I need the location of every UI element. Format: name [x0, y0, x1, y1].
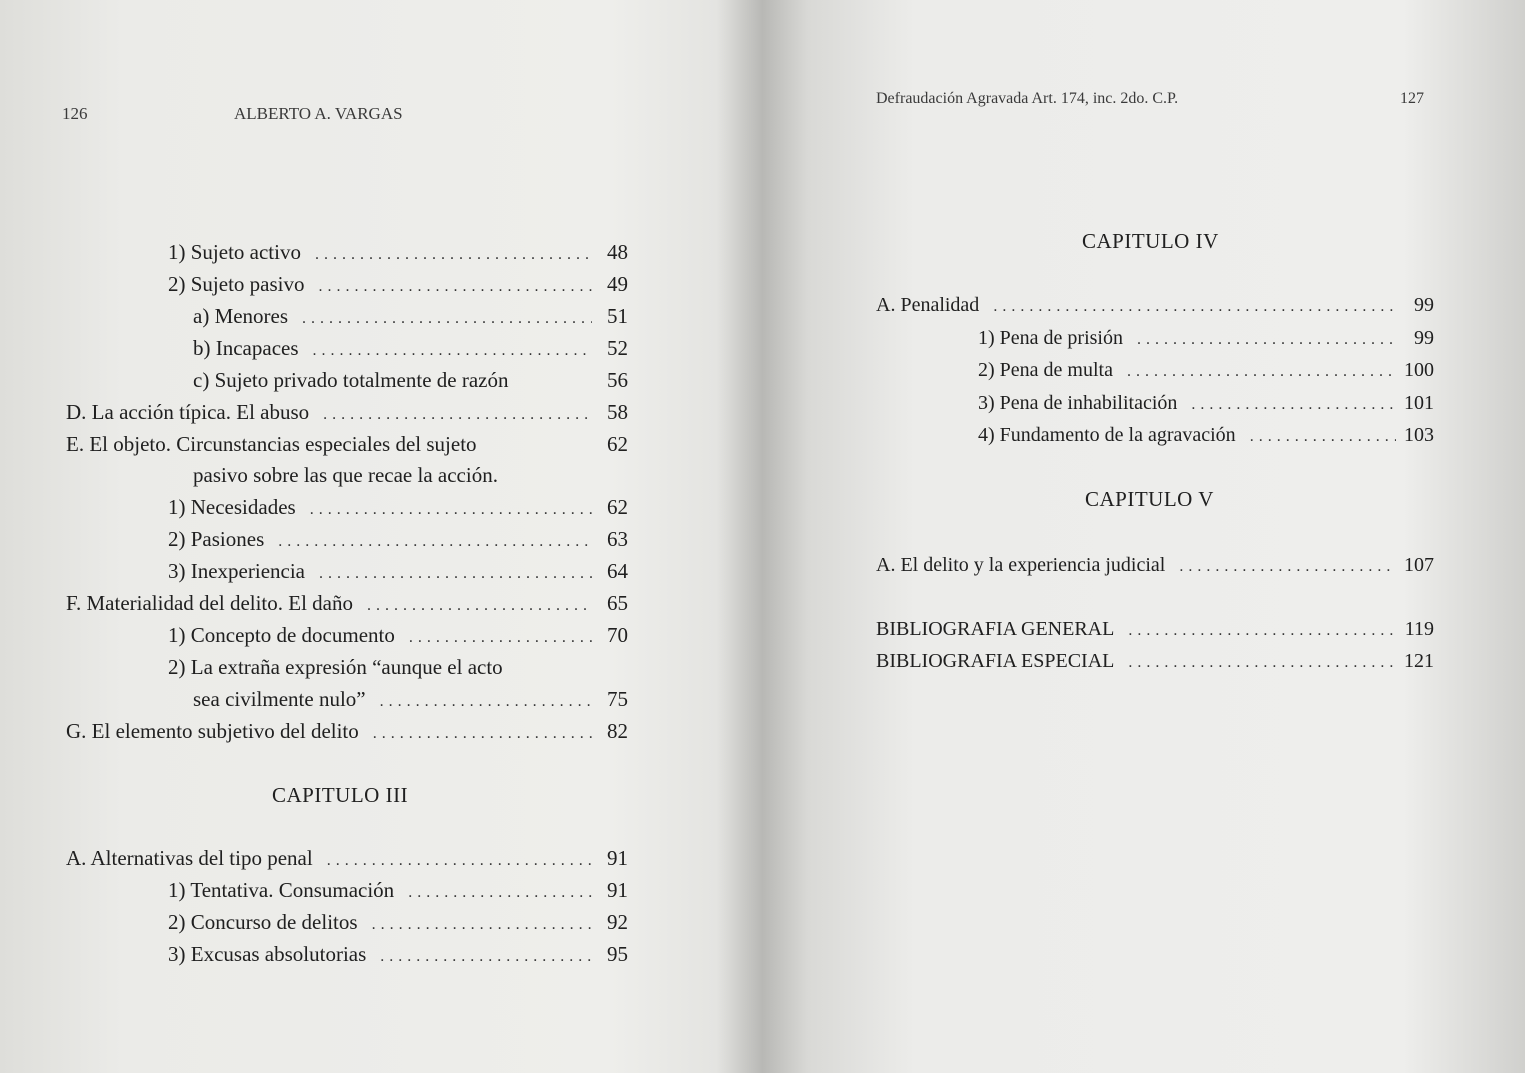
leader-dots: [993, 299, 1398, 315]
leader-dots: [327, 853, 592, 869]
toc-entry: [193, 689, 628, 710]
toc-entry-page: 64: [607, 559, 628, 583]
toc-entry-page: 91: [607, 846, 628, 870]
leader-dots: [373, 726, 592, 742]
toc-entry-continuation: pasivo sobre las que recae la acción.: [193, 463, 498, 487]
leader-dots: [1250, 429, 1396, 445]
toc-entry-page: 121: [1404, 650, 1434, 672]
toc-entry-page: 107: [1404, 554, 1434, 576]
toc-entry-page: 51: [607, 304, 628, 328]
toc-entry: [168, 561, 628, 582]
toc-entry-page: 62: [607, 495, 628, 519]
leader-dots: [380, 949, 592, 965]
toc-entry: [876, 651, 1434, 671]
leader-dots: [1137, 332, 1398, 348]
left-page: [0, 0, 762, 1073]
toc-entry-text: b) Incapaces: [193, 336, 299, 360]
toc-entry-page: 75: [607, 687, 628, 711]
leader-dots: [408, 885, 592, 901]
toc-entry-page: 101: [1404, 392, 1434, 414]
toc-entry-page: 99: [1414, 294, 1434, 316]
toc-entry: [978, 360, 1434, 380]
toc-entry-page: 58: [607, 400, 628, 424]
toc-entry-text: 2) Pena de multa: [978, 359, 1113, 381]
toc-entry-page: 63: [607, 527, 628, 551]
toc-entry-text: 3) Excusas absolutorias: [168, 942, 367, 966]
page-number-left: 126: [62, 104, 88, 123]
toc-entry-text: G. El elemento subjetivo del delito: [66, 719, 359, 743]
toc-entry-text: 2) Concurso de delitos: [168, 910, 358, 934]
toc-entry-text: c) Sujeto privado totalmente de razón: [193, 368, 509, 392]
leader-dots: [380, 694, 592, 710]
leader-dots: [302, 311, 592, 327]
leader-dots: [1128, 623, 1396, 639]
toc-entry: [66, 721, 628, 742]
toc-entry: [66, 848, 628, 869]
toc-entry-page: 56: [607, 368, 628, 392]
toc-entry-text: 1) Sujeto activo: [168, 240, 301, 264]
toc-entry-text: 2) La extraña expresión “aunque el acto: [168, 655, 503, 679]
leader-dots: [313, 343, 592, 359]
leader-dots: [1191, 397, 1396, 413]
toc-entry-page: 70: [607, 623, 628, 647]
toc-entry-page: 48: [607, 240, 628, 264]
toc-entry-page: 82: [607, 719, 628, 743]
toc-entry-page: 62: [607, 432, 628, 456]
toc-entry: [193, 370, 628, 391]
toc-entry-text: sea civilmente nulo”: [193, 687, 366, 711]
toc-entry-text: A. Alternativas del tipo penal: [66, 846, 313, 870]
toc-entry-text: D. La acción típica. El abuso: [66, 400, 310, 424]
toc-entry: [66, 593, 628, 614]
toc-entry: [978, 393, 1434, 413]
toc-entry-page: 49: [607, 272, 628, 296]
toc-entry-page: 99: [1414, 327, 1434, 349]
toc-entry-text: 4) Fundamento de la agravación: [978, 424, 1236, 446]
leader-dots: [1127, 364, 1396, 380]
leader-dots: [319, 279, 593, 295]
toc-entry-text: BIBLIOGRAFIA GENERAL: [876, 618, 1115, 640]
leader-dots: [1179, 559, 1396, 575]
toc-entry: [66, 434, 628, 455]
toc-entry: [168, 944, 628, 965]
toc-entry-text: A. Penalidad: [876, 294, 980, 316]
toc-entry-text: 1) Concepto de documento: [168, 623, 395, 647]
chapter-heading: CAPITULO IV: [1082, 229, 1219, 253]
toc-entry-text: BIBLIOGRAFIA ESPECIAL: [876, 650, 1115, 672]
chapter-heading: CAPITULO III: [272, 783, 409, 807]
leader-dots: [278, 534, 592, 550]
leader-dots: [315, 247, 592, 263]
toc-entry: [876, 295, 1434, 315]
toc-entry-text: 2) Pasiones: [168, 527, 265, 551]
toc-entry: [193, 338, 628, 359]
toc-entry: [978, 425, 1434, 445]
toc-entry: [168, 497, 628, 518]
toc-entry-page: 65: [607, 591, 628, 615]
toc-entry-text: 2) Sujeto pasivo: [168, 272, 305, 296]
page-number-right: 127: [1400, 90, 1424, 107]
toc-entry-text: A. El delito y la experiencia judicial: [876, 554, 1166, 576]
toc-entry: [168, 880, 628, 901]
leader-dots: [319, 566, 592, 582]
right-page: [762, 0, 1525, 1073]
toc-entry: [168, 529, 628, 550]
toc-entry-text: a) Menores: [193, 304, 289, 328]
toc-entry-page: 92: [607, 910, 628, 934]
toc-entry: [193, 306, 628, 327]
toc-entry: [978, 328, 1434, 348]
toc-entry-page: 100: [1404, 359, 1434, 381]
toc-entry: [168, 242, 628, 263]
leader-dots: [1128, 655, 1396, 671]
toc-entry-page: 119: [1404, 618, 1434, 640]
toc-entry: [168, 912, 628, 933]
toc-entry: [168, 625, 628, 646]
toc-entry-page: 95: [607, 942, 628, 966]
chapter-heading: CAPITULO V: [1085, 487, 1214, 511]
leader-dots: [372, 917, 592, 933]
leader-dots: [367, 598, 592, 614]
running-head-left: ALBERTO A. VARGAS: [234, 104, 403, 123]
toc-entry: [876, 619, 1434, 639]
toc-entry-text: 3) Inexperiencia: [168, 559, 306, 583]
leader-dots: [409, 630, 592, 646]
toc-entry-text: E. El objeto. Circunstancias especiales del sujeto: [66, 432, 477, 456]
toc-entry-text: 3) Pena de inhabilitación: [978, 392, 1178, 414]
leader-dots: [323, 407, 592, 423]
toc-entry-page: 103: [1404, 424, 1434, 446]
toc-entry-page: 91: [607, 878, 628, 902]
toc-entry-text: 1) Pena de prisión: [978, 327, 1123, 349]
toc-entry: [168, 274, 628, 295]
toc-entry: [876, 555, 1434, 575]
toc-entry-text: 1) Necesidades: [168, 495, 296, 519]
toc-entry-text: F. Materialidad del delito. El daño: [66, 591, 353, 615]
toc-entry-text: 1) Tentativa. Consumación: [168, 878, 395, 902]
running-head-right: Defraudación Agravada Art. 174, inc. 2do. C.P.: [876, 90, 1179, 107]
toc-entry-page: 52: [607, 336, 628, 360]
leader-dots: [310, 502, 592, 518]
toc-entry: [66, 402, 628, 423]
